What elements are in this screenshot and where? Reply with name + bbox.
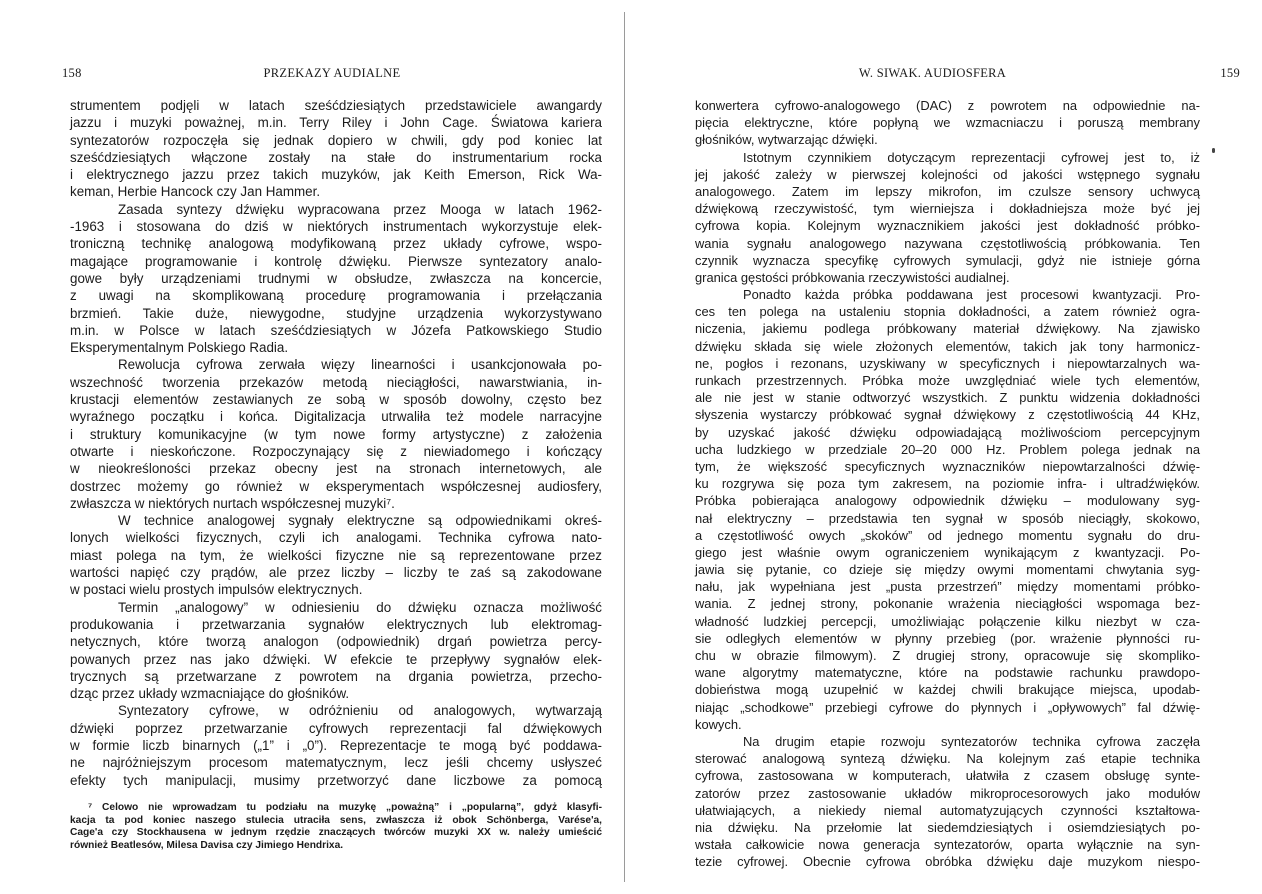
text-line: krustacji elementów zestawianych ze sobą w sposób dowolny, często bez: [70, 392, 602, 408]
paragraph: [70, 702, 602, 788]
text-line: i elektrycznego jazzu przez takich muzyków, jak Keith Emerson, Rick Wa-: [70, 167, 602, 183]
text-line: dząc przez układy wzmacniające do głośników.: [70, 686, 350, 702]
text-line: wartości napięć czy prądów, ale przez liczby – liczby te zaś są zakodowane: [70, 565, 602, 581]
text-line: giego jest właśnie owym ograniczeniem wynikającym z kwantyzacji. Po-: [695, 544, 1200, 560]
text-line: zatorów przez zastosowanie układów mikroprocesorowych jako modułów: [695, 785, 1200, 801]
text-line: wstała całkowicie nowa generacja syntezatorów, oparta wyłącznie na syn-: [695, 837, 1200, 853]
text-line: niczenia, jakiemu podlega próbkowany materiał dźwiękowy. Na zjawisko: [695, 321, 1200, 337]
text-line: powanych przez nas jako dźwięki. W efekcie te przepływy sygnałów elek-: [70, 651, 602, 667]
text-line: zwłaszcza w niektórych nurtach współczesnej muzyki⁷.: [70, 495, 395, 511]
paragraph: [70, 356, 602, 512]
text-line: dobieństwa mogą uzupełnić w każdej chwili brakujące miejsca, upodab-: [695, 682, 1200, 698]
paragraph: [70, 802, 602, 852]
text-line: ale nie jest w stanie odtworzyć wszystkich. Z punktu widzenia dokładności: [695, 390, 1200, 406]
footnote: [70, 802, 602, 852]
text-line: granica gęstości próbkowania rzeczywistości audialnej.: [695, 269, 1010, 285]
text-line: troniczną technikę analogową modyfikowaną przez układy cyfrowe, wspo-: [70, 236, 602, 252]
text-line: chu w obrazie filmowym). Z drugiej strony, opracowuje się skompliko-: [695, 648, 1200, 663]
text-line: lonych wielkości fizycznych, czyli ich analogami. Technika cyfrowa nato-: [70, 530, 602, 546]
text-line: wania. Z jednej strony, pokonanie wrażenia nieciągłości wspomaga bez-: [695, 596, 1200, 612]
text-line: słyszenia wystarczy próbkować sygnał dźwiękowy z częstotliwością 44 KHz,: [695, 407, 1200, 423]
text-line: jej jakość zależy w pierwszej kolejności od jakości wstępnego sygnału: [695, 166, 1200, 182]
paragraph: [70, 512, 602, 598]
text-line: tezie cyfrowej. Obecnie cyfrowa obróbka dźwięku daje muzykom niespo-: [695, 854, 1200, 870]
text-line: keman, Herbie Hancock czy Jan Hammer.: [70, 184, 321, 200]
paragraph: [70, 599, 602, 703]
text-line: dostrzec możemy go również w eksperymentach współczesnej audiosfery,: [70, 478, 602, 494]
text-line: ucha ludzkiego w przedziale 20–20 000 Hz. Problem polega jednak na: [695, 441, 1200, 457]
text-line: by uzyskać jakość dźwięku odpowiadającą możliwościom percepcyjnym: [695, 424, 1200, 440]
text-line: strumentem podjęli w latach sześćdziesiątych przedstawiciele awangardy: [70, 98, 602, 113]
text-line: ne, pogłos i rezonans, uzyskiwany w specyficznych i niepowtarzalnych wa-: [695, 355, 1200, 371]
text-line: dźwiękową rzeczywistość, tym wierniejsza i dokładniejsza może być jej: [695, 201, 1200, 217]
text-line: analogowego. Zatem im lepszy mikrofon, im czulsze sensory uchwycą: [695, 183, 1200, 199]
text-line: ⁷ Celowo nie wprowadzam tu podziału na muzykę „poważną” i „popularną”, gdyż klasyfi-: [88, 802, 602, 813]
text-line: a częstotliwość owych „skoków” od jednego momentu sygnału do dru-: [695, 527, 1200, 543]
body-text: [695, 97, 1200, 870]
text-line: gowe były urządzeniami trudnymi w obsłudze, zwłaszcza na koncercie,: [70, 270, 602, 286]
text-line: nału, jak wypełniana jest „pusta przestrzeń” między momentami próbko-: [695, 579, 1200, 595]
text-line: dźwięki poprzez przetwarzanie cyfrowych reprezentacji fal dźwiękowych: [70, 720, 602, 736]
text-line: Na drugim etapie rozwoju syntezatorów technika cyfrowa zaczęła: [743, 733, 1200, 749]
text-line: ne najróżniejszym procesom matematycznym, lecz jeśli chcemy usłyszeć: [70, 755, 602, 771]
text-line: wania sygnału analogowego nazywana częstotliwością próbkowania. Ten: [695, 235, 1200, 251]
text-line: w formie liczb binarnych („1” i „0”). Reprezentacje te mogą być poddawa-: [70, 737, 602, 753]
text-line: Termin „analogowy” w odniesieniu do dźwięku oznacza możliwość: [118, 599, 602, 615]
text-line: runkach przestrzennych. Próbka może uwzględniać wiele tych elementów,: [695, 373, 1200, 388]
text-line: Zasada syntezy dźwięku wypracowana przez Mooga w latach 1962-: [118, 201, 602, 217]
text-line: magające programowanie i kontrolę dźwięku. Pierwsze syntezatory analo-: [70, 253, 602, 269]
text-line: i struktury komunikacyjne (w tym nowe formy artystyczne) z założenia: [70, 426, 602, 442]
text-line: Istotnym czynnikiem dotyczącym reprezentacji cyfrowej jest to, iż: [743, 149, 1200, 165]
text-line: czynnik wyznacza specyfikę cyfrowych symulacji, gdyż nie istnieje górna: [695, 252, 1200, 268]
text-line: władność ludzkiej percepcji, umożliwiając połączenie kilku niezbyt w cza-: [695, 613, 1200, 629]
page-number: 158: [62, 66, 82, 80]
text-line: Syntezatory cyfrowe, w odróżnieniu od analogowych, wytwarzają: [118, 703, 602, 719]
text-line: brzmień. Takie duże, niewygodne, studyjne urządzenia wykorzystywano: [70, 305, 602, 321]
text-line: ces ten polega na ustaleniu stopnia dokładności, a zatem również ogra-: [695, 304, 1200, 320]
text-line: m.in. w Polsce w latach sześćdziesiątych w Józefa Patkowskiego Studio: [70, 322, 602, 338]
text-line: W technice analogowej sygnały elektryczne są odpowiednikami okreś-: [118, 513, 602, 529]
text-line: cyfrowa, zastosowana w komputerach, ułatwiła z czasem obsługę synte-: [695, 768, 1200, 784]
text-line: wane algorytmy matematyczne, które na podstawie rachunku prawdopo-: [695, 665, 1200, 681]
running-head: [695, 66, 1240, 82]
running-head: [62, 66, 602, 82]
text-line: ku rozgrywa się poza tym zakresem, na poziomie infra- i ultradźwięków.: [695, 476, 1200, 492]
running-title: PRZEKAZY AUDIALNE: [263, 66, 401, 80]
text-line: efekty tych manipulacji, musimy przetworzyć dane liczbowe za pomocą: [70, 772, 602, 788]
page-number: 159: [1220, 66, 1240, 80]
paragraph: [70, 97, 602, 201]
text-line: Rewolucja cyfrowa zerwała więzy linearności i usankcjonowała po-: [118, 357, 602, 373]
body-text: [70, 97, 602, 789]
text-line: produkowania i przetwarzania sygnałów elektrycznych lub elektromag-: [70, 616, 602, 632]
text-line: kacja ta pod koniec naszego stulecia utraciła sens, zwłaszcza iż obok Schönberga, Varése'a,: [70, 814, 602, 826]
paragraph: [70, 201, 602, 357]
text-line: pięcia elektryczne, które popłyną we wzmacniaczu i poruszą membrany: [695, 115, 1200, 131]
text-line: netycznych, które tworzą analogon (odpowiednik) drgań powietrza percy-: [70, 634, 602, 650]
text-line: nia dźwięku. Na przełomie lat siedemdziesiątych i osiemdziesiątych po-: [695, 819, 1200, 835]
text-line: niając „schodkowe” przebiegi cyfrowe do płynnych i „opływowych” fal dźwię-: [695, 699, 1200, 715]
text-line: syntezatorów rozpoczęła się jednak dopiero w chwili, gdy pod koniec lat: [70, 132, 602, 148]
text-line: wszechność tworzenia przekazów metodą nieciągłości, nawarstwiania, in-: [70, 374, 602, 390]
text-line: sie odległych elementów w płynny przebieg (por. wrażenie płynności ru-: [695, 630, 1200, 646]
text-line: Cage'a czy Stockhausena w jednym rzędzie znaczących twórców muzyki XX w. należy umieścić: [70, 827, 602, 839]
text-line: sterować analogową syntezą dźwięku. Na kolejnym zaś etapie technika: [695, 751, 1200, 767]
text-line: -1963 i stosowana do dziś w niektórych instrumentach wykorzystuje elek-: [70, 219, 602, 235]
text-line: wyraźnego początku i końca. Digitalizacja utrwaliła też modele narracyjne: [70, 409, 602, 425]
paragraph: [695, 149, 1200, 287]
text-line: dźwięku składa się wiele złożonych elementów, takich jak tony harmonicz-: [695, 338, 1200, 354]
text-line: cyfrowa kopia. Kolejnym wyznacznikiem jakości jest dokładność próbko-: [695, 218, 1200, 234]
text-line: tym, że większość specyficznych wyznaczników niepowtarzalności dźwię-: [695, 458, 1200, 474]
text-line: otwarte i nieskończone. Rozpoczynający się z niewiadomego i kończący: [70, 443, 602, 459]
text-line: konwertera cyfrowo-analogowego (DAC) z powrotem na odpowiednie na-: [695, 98, 1200, 113]
text-line: Próbka pobierająca analogowy odpowiednik dźwięku – modulowany syg-: [695, 493, 1200, 509]
text-line: w nieokreśloności przekaz obecny jest na stronach internetowych, ale: [70, 461, 602, 477]
text-line: nał elektryczny – przedstawia ten sygnał w sposób nieciągły, skokowo,: [695, 510, 1200, 526]
text-line: Eksperymentalnym Polskiego Radia.: [70, 340, 289, 356]
text-line: miast polega na tym, że wielkości fizyczne nie są reprezentowane przez: [70, 547, 602, 563]
text-line: z uwagi na skomplikowaną procedurę programowania i przełączania: [70, 288, 602, 304]
text-line: jazzu i muzyki poważnej, m.in. Terry Riley i John Cage. Światowa kariera: [70, 115, 602, 131]
text-line: Ponadto każda próbka poddawana jest procesowi kwantyzacji. Pro-: [743, 287, 1200, 303]
text-line: również Beatlesów, Milesa Davisa czy Jimiego Hendrixa.: [70, 839, 344, 851]
book-gutter-line: [624, 12, 625, 882]
text-line: w postaci wielu prostych impulsów elektrycznych.: [70, 582, 363, 598]
scan-speck: [1212, 148, 1215, 153]
text-line: trycznych są przetwarzane z powrotem na drgania powietrza, przecho-: [70, 668, 602, 684]
paragraph: [695, 97, 1200, 149]
text-line: głośników, wytwarzając dźwięki.: [695, 132, 878, 148]
paragraph: [695, 733, 1200, 871]
text-line: jawia się pytanie, co dzieje się między owymi momentami chwytania syg-: [695, 562, 1200, 578]
running-title: W. SIWAK. AUDIOSFERA: [858, 66, 1007, 80]
text-line: sześćdziesiątych włączone zostały na stałe do instrumentarium rocka: [70, 149, 602, 165]
text-line: ułatwiających, a niekiedy niemal automatyzujących czynności kształtowa-: [695, 802, 1200, 818]
text-line: kowych.: [695, 716, 742, 732]
paragraph: [695, 286, 1200, 733]
